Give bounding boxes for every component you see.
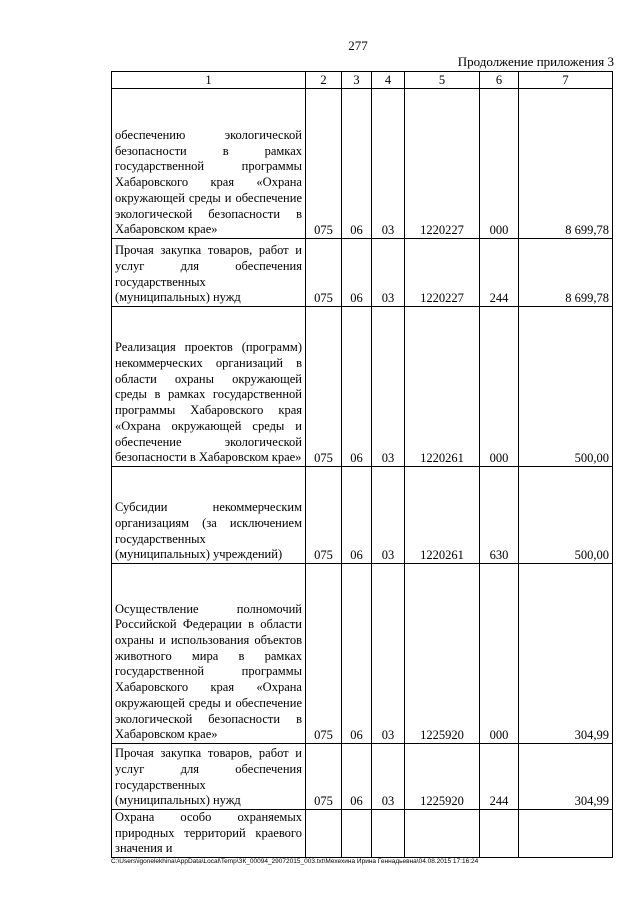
header-cell: 5 bbox=[405, 72, 480, 89]
budget-table bbox=[111, 71, 613, 858]
admin-code bbox=[306, 810, 342, 858]
expense-type-code bbox=[480, 810, 519, 858]
admin-code: 075 bbox=[306, 239, 342, 307]
page-number: 277 bbox=[348, 38, 368, 53]
expense-type-code: 000 bbox=[480, 307, 519, 467]
expense-type-code: 000 bbox=[480, 89, 519, 239]
subsection-code: 03 bbox=[372, 744, 405, 810]
subsection-code: 03 bbox=[372, 467, 405, 564]
table-row bbox=[112, 564, 613, 744]
header-cell: 7 bbox=[519, 72, 613, 89]
continuation-label: Продолжение приложения 3 bbox=[457, 54, 614, 69]
admin-code: 075 bbox=[306, 744, 342, 810]
header-cell: 4 bbox=[372, 72, 405, 89]
section-code: 06 bbox=[342, 744, 372, 810]
subsection-code: 03 bbox=[372, 89, 405, 239]
item-description: обеспечению экологической безопасности в рамках государственной программы Хабаровского края «Охрана окружающей среды и обеспечение экологической безопасности в Хабаровском крае» bbox=[112, 89, 306, 239]
subsection-code bbox=[372, 810, 405, 858]
table-row bbox=[112, 467, 613, 564]
amount: 304,99 bbox=[519, 744, 613, 810]
amount: 500,00 bbox=[519, 307, 613, 467]
item-description: Реализация проектов (программ) некоммерческих организаций в области охраны окружающей среды в рамках государственной программы Хабаровского края «Охрана окружающей среды и обеспечение экологической безопасности в Хабаровском крае» bbox=[112, 307, 306, 467]
table-row bbox=[112, 239, 613, 307]
amount: 8 699,78 bbox=[519, 89, 613, 239]
section-code: 06 bbox=[342, 307, 372, 467]
amount: 304,99 bbox=[519, 564, 613, 744]
item-description: Осуществление полномочий Российской Федерации в области охраны и использования объектов животного мира в рамках государственной программы Хабаровского края «Охрана окружающей среды и обеспечение экологической безопасности в Хабаровском крае» bbox=[112, 564, 306, 744]
table-row bbox=[112, 744, 613, 810]
subsection-code: 03 bbox=[372, 239, 405, 307]
item-description: Прочая закупка товаров, работ и услуг для обеспечения государственных (муниципальных) нужд bbox=[112, 744, 306, 810]
header-cell: 3 bbox=[342, 72, 372, 89]
admin-code: 075 bbox=[306, 89, 342, 239]
target-article-code: 1225920 bbox=[405, 564, 480, 744]
expense-type-code: 000 bbox=[480, 564, 519, 744]
header-row bbox=[112, 72, 613, 89]
amount bbox=[519, 810, 613, 858]
admin-code: 075 bbox=[306, 467, 342, 564]
target-article-code: 1220227 bbox=[405, 239, 480, 307]
item-description: Охрана особо охраняемых природных территорий краевого значения и bbox=[112, 810, 306, 858]
section-code: 06 bbox=[342, 564, 372, 744]
header-cell: 6 bbox=[480, 72, 519, 89]
admin-code: 075 bbox=[306, 564, 342, 744]
section-code: 06 bbox=[342, 89, 372, 239]
table-row bbox=[112, 810, 613, 858]
header-cell: 1 bbox=[112, 72, 306, 89]
amount: 500,00 bbox=[519, 467, 613, 564]
target-article-code: 1220261 bbox=[405, 307, 480, 467]
amount: 8 699,78 bbox=[519, 239, 613, 307]
header-cell: 2 bbox=[306, 72, 342, 89]
target-article-code: 1225920 bbox=[405, 744, 480, 810]
section-code: 06 bbox=[342, 239, 372, 307]
subsection-code: 03 bbox=[372, 307, 405, 467]
file-path-footer: C:\Users\igonelekhina\AppData\Local\Temp\ЗК_00094_29072015_003.txt\Мехехина Ирина Геннадьевна\04.08.2015 17:16:24 bbox=[111, 858, 479, 865]
expense-type-code: 244 bbox=[480, 744, 519, 810]
expense-type-code: 630 bbox=[480, 467, 519, 564]
admin-code: 075 bbox=[306, 307, 342, 467]
table-row bbox=[112, 307, 613, 467]
section-code: 06 bbox=[342, 467, 372, 564]
target-article-code: 1220261 bbox=[405, 467, 480, 564]
section-code bbox=[342, 810, 372, 858]
item-description: Прочая закупка товаров, работ и услуг для обеспечения государственных (муниципальных) нужд bbox=[112, 239, 306, 307]
expense-type-code: 244 bbox=[480, 239, 519, 307]
table-row bbox=[112, 89, 613, 239]
subsection-code: 03 bbox=[372, 564, 405, 744]
item-description: Субсидии некоммерческим организациям (за исключением государственных (муниципальных) учреждений) bbox=[112, 467, 306, 564]
target-article-code bbox=[405, 810, 480, 858]
target-article-code: 1220227 bbox=[405, 89, 480, 239]
